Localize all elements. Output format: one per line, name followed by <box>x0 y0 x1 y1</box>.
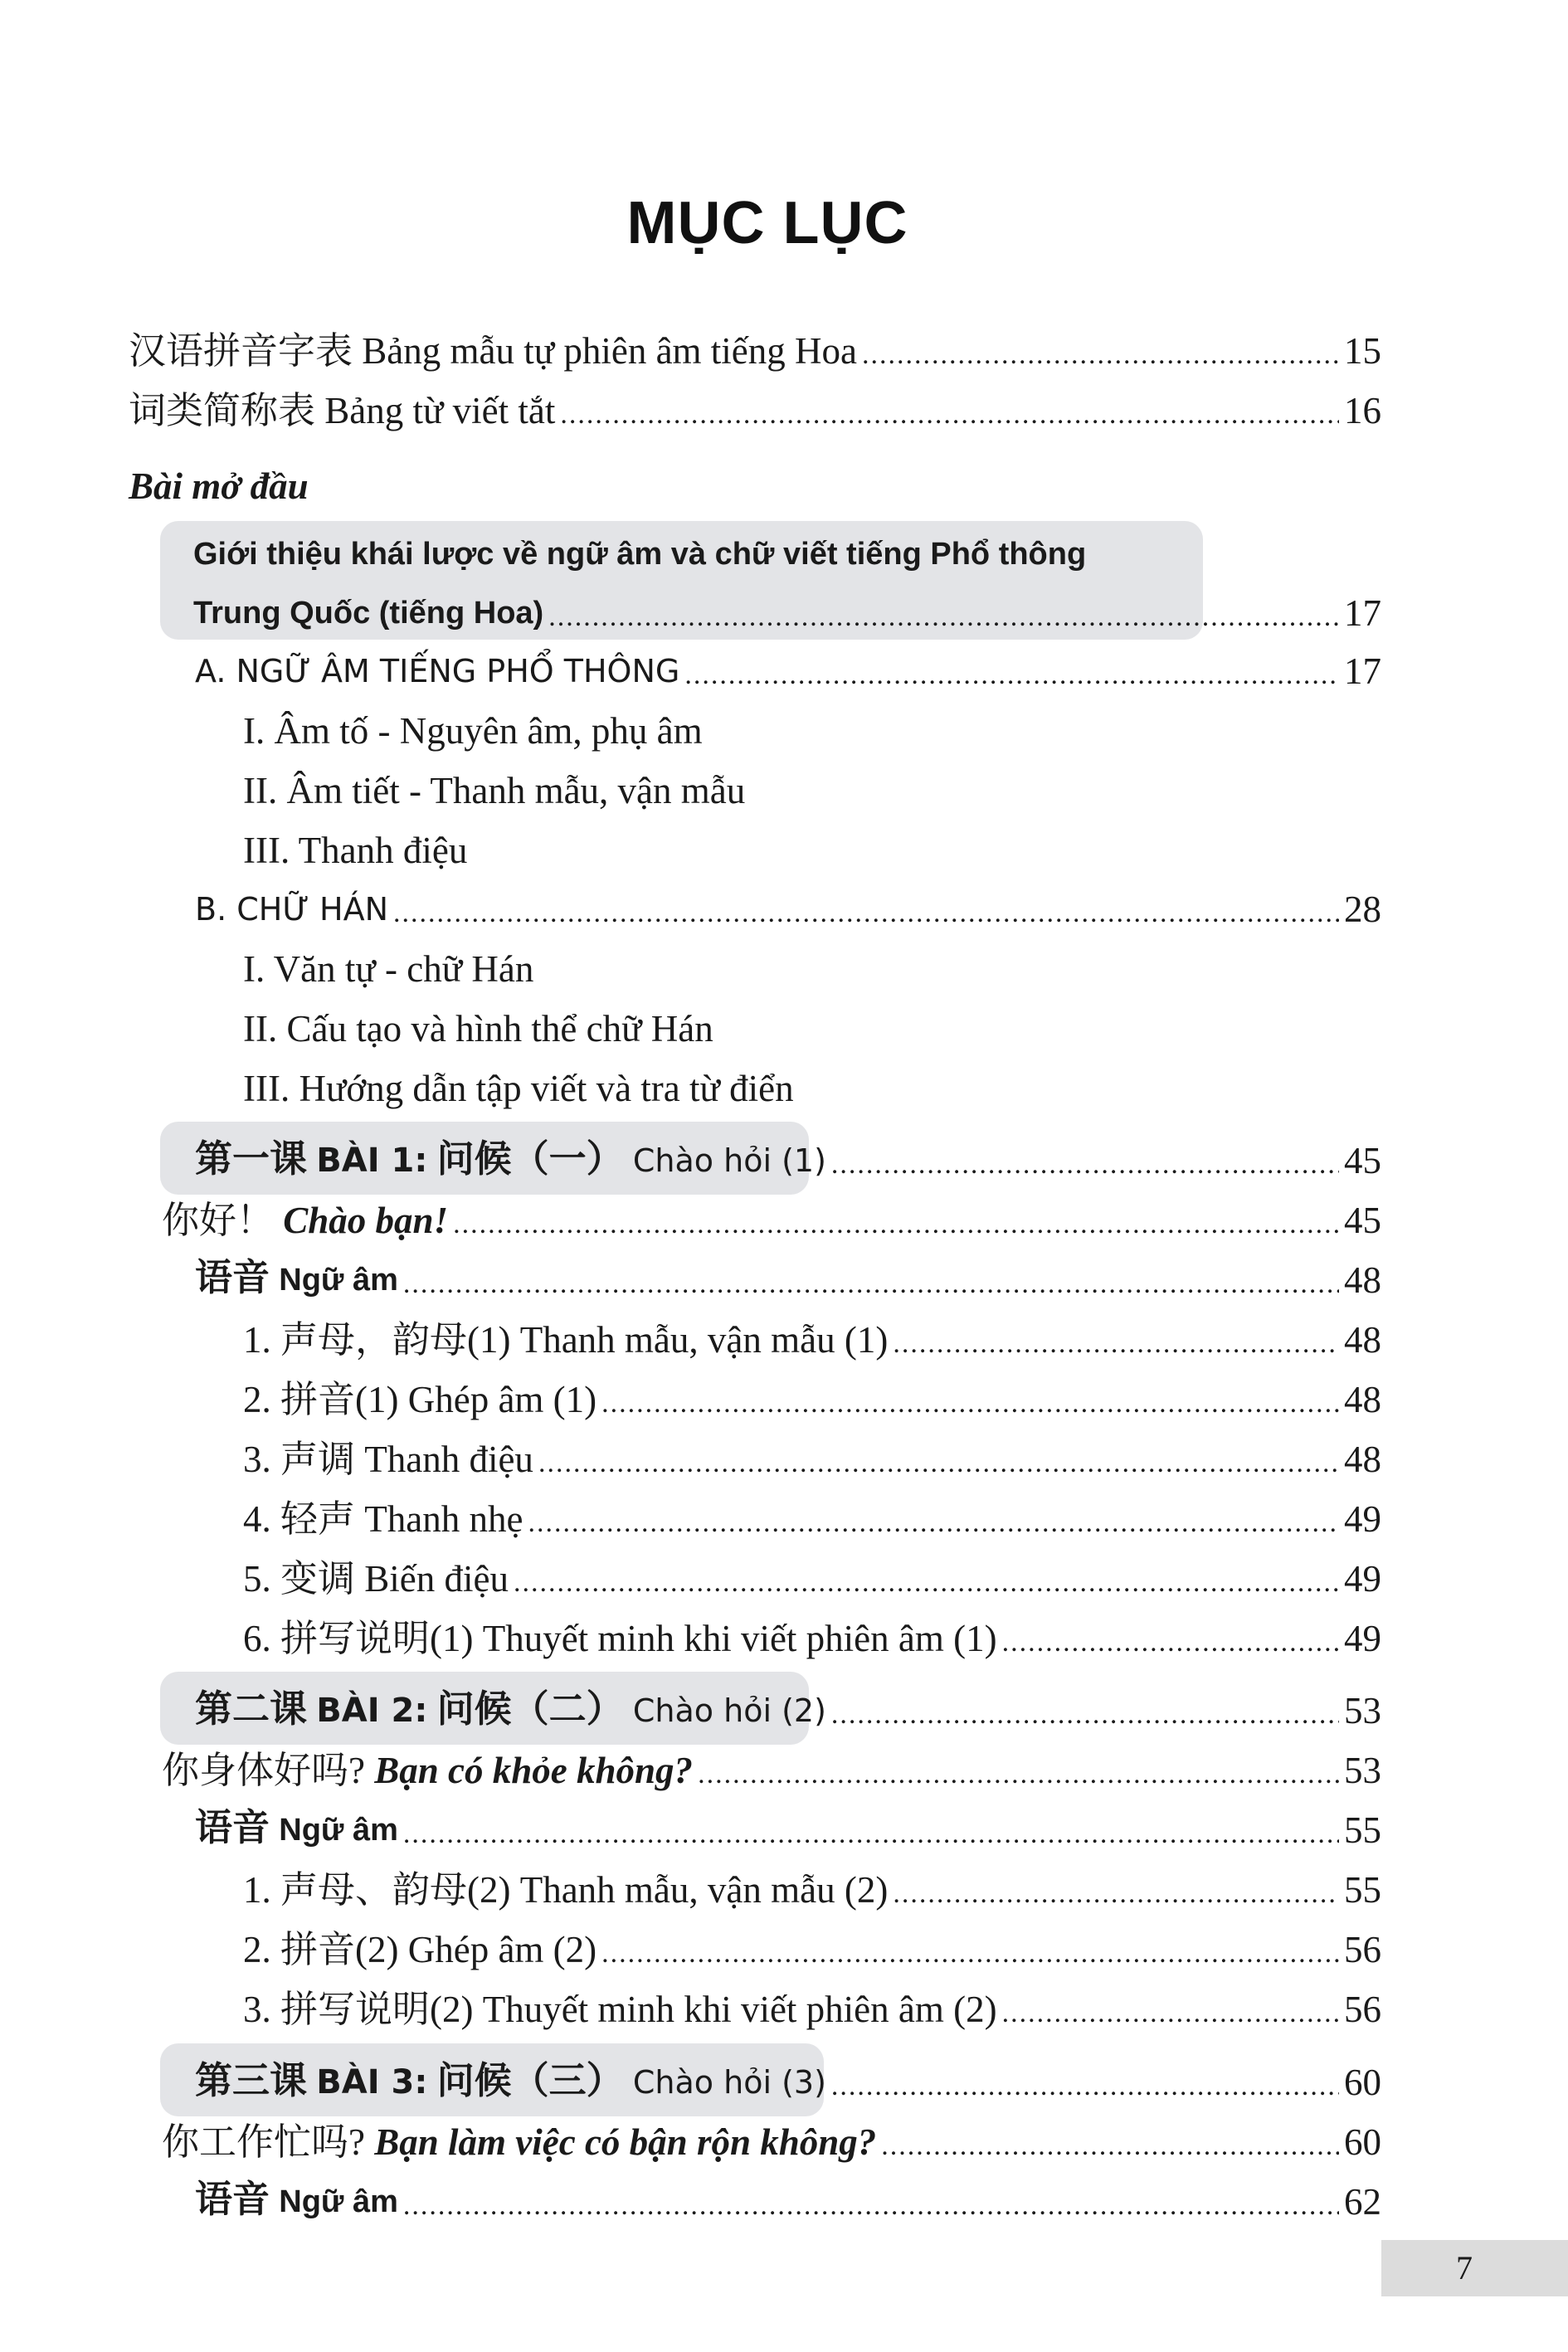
toc-subentry[interactable]: I. Văn tự - chữ Hán <box>243 948 534 990</box>
toc-page-number: 60 <box>1344 2062 1381 2103</box>
toc-entry-label: 语音 Ngữ âm <box>195 2179 398 2220</box>
toc-entry-label: 汉语拼音字表 Bảng mẫu tự phiên âm tiếng Hoa <box>129 330 858 372</box>
toc-leader <box>862 334 1339 377</box>
toc-leader <box>538 1442 1339 1485</box>
toc-leader <box>1002 1621 1339 1664</box>
toc-leader <box>560 393 1339 436</box>
toc-page-number: 53 <box>1344 1750 1381 1791</box>
toc-entry-abbreviations[interactable] <box>129 385 1381 436</box>
toc-subentry[interactable]: 1. 声母，韵母(1) Thanh mẫu, vận mẫu (1) ..... 48 <box>243 1314 1381 1366</box>
toc-leader <box>528 1502 1339 1545</box>
toc-page-number: 17 <box>1344 650 1381 692</box>
toc-leader <box>684 654 1339 697</box>
toc-page-number: 49 <box>1344 1618 1381 1659</box>
toc-subentry[interactable]: 4. 轻声 Thanh nhẹ ..... 49 <box>243 1493 1381 1545</box>
toc-entry-label: 你工作忙吗? Bạn làm việc có bận rộn không? <box>162 2121 877 2163</box>
toc-entry-lesson-1-phonetics[interactable] <box>195 1254 1381 1306</box>
toc-entry-lesson-2[interactable] <box>195 1685 1381 1736</box>
toc-subentry[interactable]: III. Thanh điệu <box>243 830 468 871</box>
toc-leader <box>453 1203 1339 1246</box>
toc-page-number: 17 <box>1344 592 1381 634</box>
toc-subentry[interactable]: 1. 声母、韵母(2) Thanh mẫu, vận mẫu (2) ..... 55 <box>243 1864 1381 1916</box>
toc-leader <box>881 2125 1339 2168</box>
toc-page-number: 62 <box>1344 2181 1381 2223</box>
toc-entry-section-a[interactable] <box>195 645 1381 697</box>
toc-leader <box>1002 1992 1339 2035</box>
toc-leader <box>698 1753 1339 1796</box>
page-title: MỤC LỤC <box>626 190 908 256</box>
toc-page-number: 60 <box>1344 2121 1381 2163</box>
toc-leader <box>403 2184 1339 2228</box>
toc-page-number: 45 <box>1344 1140 1381 1181</box>
toc-page-number: 48 <box>1344 1319 1381 1361</box>
toc-subentry[interactable]: 2. 拼音(1) Ghép âm (1) ..... 48 <box>243 1374 1381 1425</box>
toc-page-number: 48 <box>1344 1259 1381 1301</box>
toc-entry-label: 你身体好吗? Bạn có khỏe không? <box>162 1750 694 1791</box>
toc-leader <box>393 892 1339 935</box>
toc-page-number: 53 <box>1344 1690 1381 1731</box>
toc-entry-lesson-1[interactable] <box>195 1135 1381 1186</box>
toc-page-number: 16 <box>1344 390 1381 431</box>
toc-page-number: 55 <box>1344 1809 1381 1851</box>
toc-entry-label: A. NGỮ ÂM TIẾNG PHỔ THÔNG <box>195 653 680 689</box>
toc-entry-label: 词类简称表 Bảng từ viết tắt <box>129 390 556 431</box>
toc-page-number: 56 <box>1344 1929 1381 1970</box>
page-number: 7 <box>1456 2249 1473 2286</box>
toc-leader <box>831 1143 1339 1186</box>
toc-subentry[interactable]: III. Hướng dẫn tập viết và tra từ điển <box>243 1068 794 1109</box>
toc-entry-lesson-3-text[interactable] <box>162 2116 1381 2168</box>
toc-entry-label: B. CHỮ HÁN <box>195 891 389 928</box>
intro-line-1[interactable]: Giới thiệu khái lược về ngữ âm và chữ viết tiếng Phổ thông <box>193 537 1087 572</box>
toc-page-number: 15 <box>1344 330 1381 372</box>
toc-subentry[interactable]: 3. 拼写说明(2) Thuyết minh khi viết phiên âm (2) ..... 56 <box>243 1984 1381 2035</box>
toc-entry-intro[interactable] <box>193 587 1381 639</box>
toc-entry-label: 第二课 BÀI 2: 问候（二） Chào hỏi (2) <box>195 1688 826 1730</box>
toc-subentry[interactable]: 6. 拼写说明(1) Thuyết minh khi viết phiên âm (1) ..... 49 <box>243 1613 1381 1664</box>
toc-leader <box>601 1932 1339 1975</box>
toc-leader <box>403 1263 1339 1306</box>
intro-heading: Bài mở đầu <box>129 465 309 507</box>
toc-entry-lesson-3-phonetics[interactable] <box>195 2176 1381 2228</box>
toc-entry-lesson-1-text[interactable] <box>162 1195 1381 1246</box>
toc-page-number: 48 <box>1344 1379 1381 1420</box>
toc-subentry[interactable]: I. Âm tố - Nguyên âm, phụ âm <box>243 710 703 752</box>
toc-entry-label: 语音 Ngữ âm <box>195 1807 398 1848</box>
toc-page-number: 49 <box>1344 1558 1381 1600</box>
toc-leader <box>601 1382 1339 1425</box>
toc-entry-label: 第三课 BÀI 3: 问候（三） Chào hỏi (3) <box>195 2060 826 2101</box>
toc-entry-label: 语音 Ngữ âm <box>195 1257 398 1298</box>
toc-subentry[interactable]: II. Âm tiết - Thanh mẫu, vận mẫu <box>243 770 746 811</box>
toc-page-number: 55 <box>1344 1869 1381 1911</box>
toc-entry-label: Trung Quốc (tiếng Hoa) <box>193 596 544 631</box>
toc-entry-lesson-3[interactable] <box>195 2057 1381 2108</box>
toc-subentry[interactable]: II. Cấu tạo và hình thể chữ Hán <box>243 1008 713 1049</box>
toc-page-number: 56 <box>1344 1989 1381 2030</box>
toc-leader <box>831 1693 1339 1736</box>
toc-subentry[interactable]: 5. 变调 Biến điệu ..... 49 <box>243 1553 1381 1605</box>
toc-entry-label: 你好！ Chào bạn! <box>162 1200 449 1241</box>
toc-entry-label: 第一课 BÀI 1: 问候（一） Chào hỏi (1) <box>195 1138 826 1180</box>
toc-leader <box>831 2065 1339 2108</box>
toc-leader <box>893 1322 1339 1366</box>
toc-entry-lesson-2-text[interactable] <box>162 1745 1381 1796</box>
toc-leader <box>548 596 1339 639</box>
toc-leader <box>403 1813 1339 1856</box>
toc-page-number: 28 <box>1344 889 1381 930</box>
toc-entry-alphabet[interactable] <box>129 325 1381 377</box>
toc-subentry[interactable]: 3. 声调 Thanh điệu ..... 48 <box>243 1434 1381 1485</box>
toc-subentry[interactable]: 2. 拼音(2) Ghép âm (2) ..... 56 <box>243 1924 1381 1975</box>
toc-page-number: 45 <box>1344 1200 1381 1241</box>
toc-leader <box>514 1561 1339 1605</box>
toc-page-number: 48 <box>1344 1439 1381 1480</box>
toc-leader <box>893 1872 1339 1916</box>
toc-entry-lesson-2-phonetics[interactable] <box>195 1804 1381 1856</box>
toc-page-number: 49 <box>1344 1498 1381 1540</box>
toc-entry-section-b[interactable] <box>195 884 1381 935</box>
